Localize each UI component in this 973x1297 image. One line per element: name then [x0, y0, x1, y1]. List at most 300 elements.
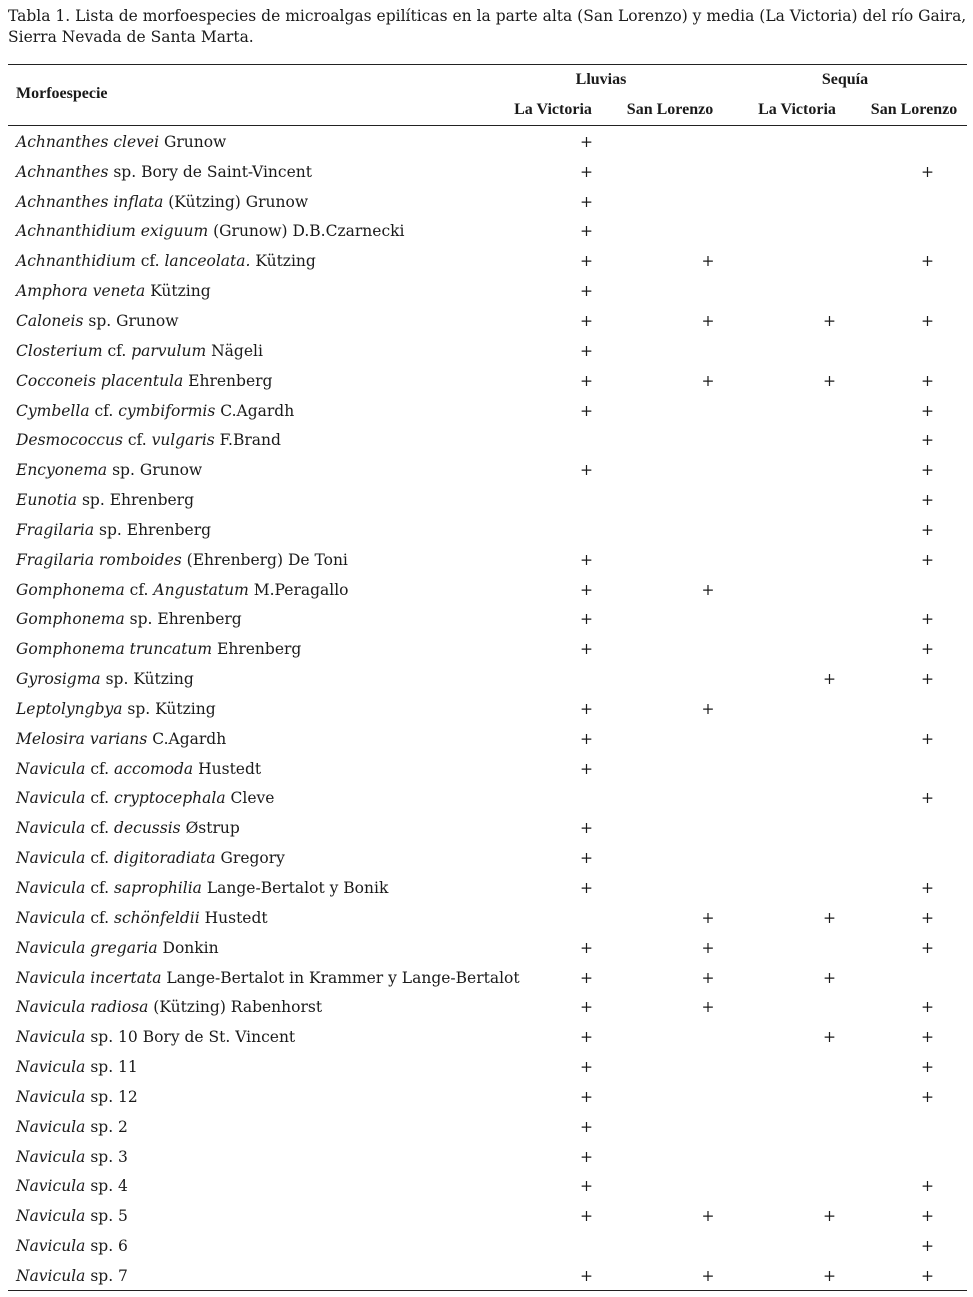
species-author: Nägeli: [206, 341, 263, 360]
presence-mark: [771, 933, 888, 963]
presence-mark: +: [580, 132, 593, 151]
species-epithet: accomoda: [114, 759, 194, 778]
species-name-cell: [8, 1082, 528, 1112]
presence-mark: [888, 336, 967, 366]
species-name-cell: [8, 813, 528, 843]
presence-mark: +: [921, 1058, 934, 1077]
table-row: [8, 724, 967, 754]
presence-mark: [645, 813, 771, 843]
species-genus: Navicula: [16, 1237, 86, 1256]
species-genus: Cocconeis placentula: [16, 371, 184, 390]
table-row: [8, 873, 967, 903]
species-cf: cf.: [102, 341, 132, 360]
presence-mark: [645, 1052, 771, 1082]
species-author: sp. 6: [85, 1237, 128, 1256]
presence-mark: [771, 754, 888, 784]
species-epithet: decussis: [114, 819, 181, 838]
presence-mark: +: [921, 461, 934, 480]
presence-mark: +: [921, 431, 934, 450]
presence-mark: +: [580, 550, 593, 569]
presence-mark: [771, 694, 888, 724]
species-name-cell: [8, 1022, 528, 1052]
header-sequia-la-victoria: La Victoria: [758, 101, 836, 118]
species-epithet: vulgaris: [151, 431, 215, 450]
species-author: Hustedt: [199, 908, 268, 927]
species-name-cell: [8, 485, 528, 515]
species-author: (Grunow) D.B.Czarnecki: [208, 222, 405, 241]
presence-mark: +: [580, 610, 593, 629]
presence-mark: +: [701, 371, 715, 390]
presence-mark: +: [921, 789, 934, 808]
presence-mark: [771, 336, 888, 366]
species-genus: Leptolyngbya: [16, 699, 123, 718]
species-name-cell: [8, 1172, 528, 1202]
species-name-cell: [8, 455, 528, 485]
table-row: [8, 933, 967, 963]
species-genus: Achnanthes inflata: [16, 192, 164, 211]
table-row: [8, 187, 967, 217]
species-genus: Achnanthes: [16, 162, 109, 181]
presence-mark: [771, 1082, 888, 1112]
table-row: [8, 754, 967, 784]
table-row: [8, 992, 967, 1022]
presence-mark: +: [580, 580, 593, 599]
species-genus: Achnanthes clevei: [16, 132, 160, 151]
presence-mark: +: [921, 1266, 934, 1285]
species-author: C.Agardh: [215, 401, 295, 420]
species-author: Kützing: [250, 252, 316, 271]
species-genus: Navicula incertata: [16, 968, 162, 987]
presence-mark: [771, 276, 888, 306]
species-cf: cf.: [85, 759, 115, 778]
presence-mark: [528, 903, 645, 933]
species-name-cell: [8, 396, 528, 426]
presence-mark: +: [921, 1237, 934, 1256]
table-header-rule: [8, 125, 967, 126]
species-name-cell: [8, 1052, 528, 1082]
species-author: Lange-Bertalot in Krammer y Lange-Bertalot: [161, 968, 520, 987]
species-author: sp. Kützing: [122, 699, 216, 718]
species-name-cell: [8, 545, 528, 575]
species-name-cell: [8, 217, 528, 247]
presence-mark: +: [921, 371, 934, 390]
presence-mark: +: [921, 640, 934, 659]
species-genus: Achnanthidium: [16, 252, 136, 271]
species-epithet: lanceolata.: [164, 252, 251, 271]
species-author: C.Agardh: [147, 729, 227, 748]
presence-mark: +: [921, 311, 934, 330]
presence-mark: +: [921, 610, 934, 629]
species-epithet: Angustatum: [153, 580, 249, 599]
presence-mark: +: [580, 879, 593, 898]
table-row: [8, 545, 967, 575]
species-cf: cf.: [135, 252, 165, 271]
presence-mark: +: [921, 162, 934, 181]
species-genus: Navicula: [16, 1266, 86, 1285]
species-cf: cf.: [85, 879, 115, 898]
table-row: [8, 664, 967, 694]
presence-mark: +: [580, 311, 593, 330]
presence-mark: [645, 1112, 771, 1142]
table-row: [8, 1231, 967, 1261]
presence-mark: +: [921, 1028, 934, 1047]
presence-mark: [888, 963, 967, 993]
species-author: (Ehrenberg) De Toni: [181, 550, 348, 569]
species-name-cell: [8, 873, 528, 903]
presence-mark: [771, 843, 888, 873]
species-author: sp. 5: [85, 1207, 128, 1226]
species-name-cell: [8, 634, 528, 664]
presence-mark: +: [823, 1266, 836, 1285]
header-lluvias-san-lorenzo: San Lorenzo: [626, 101, 714, 118]
species-author: M.Peragallo: [248, 580, 349, 599]
species-name-cell: [8, 694, 528, 724]
presence-mark: [528, 425, 645, 455]
presence-mark: [645, 664, 771, 694]
presence-mark: +: [701, 580, 715, 599]
species-author: Ehrenberg: [212, 640, 302, 659]
presence-mark: +: [701, 1266, 715, 1285]
presence-mark: [645, 1172, 771, 1202]
species-epithet: parvulum: [131, 341, 207, 360]
species-genus: Gyrosigma: [16, 670, 101, 689]
species-genus: Navicula: [16, 1177, 86, 1196]
species-author: sp. Grunow: [107, 461, 203, 480]
species-genus: Desmococcus: [16, 431, 123, 450]
species-author: Grunow: [159, 132, 227, 151]
species-name-cell: [8, 276, 528, 306]
presence-mark: [771, 605, 888, 635]
presence-mark: [888, 1112, 967, 1142]
presence-mark: +: [823, 311, 836, 330]
species-author: sp. 12: [85, 1087, 138, 1106]
table-row: [8, 515, 967, 545]
presence-mark: [645, 784, 771, 814]
species-author: Donkin: [157, 938, 219, 957]
presence-mark: +: [580, 1028, 593, 1047]
species-genus: Melosira varians: [16, 729, 148, 748]
presence-mark: [771, 246, 888, 276]
presence-mark: [645, 217, 771, 247]
species-author: sp. 11: [85, 1058, 138, 1077]
presence-mark: +: [580, 162, 593, 181]
table-row: [8, 485, 967, 515]
presence-mark: +: [823, 968, 836, 987]
presence-mark: +: [580, 1207, 593, 1226]
presence-mark: +: [580, 1177, 593, 1196]
species-genus: Amphora veneta: [16, 282, 146, 301]
species-cf: cf.: [122, 431, 152, 450]
species-epithet: schönfeldii: [114, 908, 200, 927]
table-top-rule: [8, 64, 967, 65]
presence-mark: [888, 276, 967, 306]
presence-mark: [888, 127, 967, 157]
table-row: [8, 336, 967, 366]
presence-mark: +: [701, 699, 715, 718]
presence-mark: +: [580, 1087, 593, 1106]
species-name-cell: [8, 187, 528, 217]
presence-mark: [771, 1052, 888, 1082]
presence-mark: +: [823, 1207, 836, 1226]
table-row: [8, 1142, 967, 1172]
presence-mark: [645, 157, 771, 187]
presence-mark: +: [921, 879, 934, 898]
species-genus: Navicula: [16, 819, 86, 838]
table-row: [8, 127, 967, 157]
species-genus: Gomphonema: [16, 580, 125, 599]
presence-mark: +: [701, 998, 715, 1017]
species-author: sp. 3: [85, 1147, 128, 1166]
species-genus: Encyonema: [16, 461, 108, 480]
presence-mark: +: [823, 670, 836, 689]
presence-mark: +: [921, 1177, 934, 1196]
presence-mark: +: [921, 908, 934, 927]
species-name-cell: [8, 425, 528, 455]
presence-mark: +: [823, 1028, 836, 1047]
presence-mark: +: [580, 938, 593, 957]
species-author: sp. Bory de Saint-Vincent: [108, 162, 312, 181]
species-cf: cf.: [89, 401, 119, 420]
presence-mark: [771, 992, 888, 1022]
presence-mark: [771, 455, 888, 485]
presence-mark: +: [701, 908, 715, 927]
species-name-cell: [8, 1201, 528, 1231]
presence-mark: +: [921, 729, 934, 748]
presence-mark: [888, 843, 967, 873]
species-genus: Fragilaria romboides: [16, 550, 182, 569]
species-name-cell: [8, 575, 528, 605]
presence-mark: [645, 187, 771, 217]
species-genus: Caloneis: [16, 311, 84, 330]
species-cf: cf.: [85, 908, 115, 927]
species-name-cell: [8, 933, 528, 963]
presence-mark: [888, 754, 967, 784]
presence-mark: [771, 485, 888, 515]
table-row: [8, 963, 967, 993]
presence-mark: +: [921, 401, 934, 420]
species-author: sp. Ehrenberg: [124, 610, 242, 629]
species-cf: cf.: [85, 849, 115, 868]
species-table: [8, 127, 967, 1291]
species-genus: Navicula: [16, 789, 86, 808]
presence-mark: [888, 1142, 967, 1172]
presence-mark: [645, 605, 771, 635]
presence-mark: +: [580, 998, 593, 1017]
species-author: F.Brand: [214, 431, 281, 450]
species-table-body: [8, 127, 967, 1291]
presence-mark: [771, 1231, 888, 1261]
species-cf: cf.: [124, 580, 154, 599]
table-row: [8, 366, 967, 396]
presence-mark: +: [580, 401, 593, 420]
species-name-cell: [8, 1261, 528, 1291]
presence-mark: [645, 276, 771, 306]
species-author: sp. 4: [85, 1177, 128, 1196]
species-genus: Navicula: [16, 1147, 86, 1166]
presence-mark: [528, 784, 645, 814]
presence-mark: +: [580, 192, 593, 211]
presence-mark: +: [701, 311, 715, 330]
species-name-cell: [8, 784, 528, 814]
presence-mark: +: [921, 1207, 934, 1226]
table-bottom-rule: [8, 1290, 967, 1291]
presence-mark: +: [580, 282, 593, 301]
presence-mark: [771, 724, 888, 754]
presence-mark: [771, 1172, 888, 1202]
presence-mark: [528, 1231, 645, 1261]
species-name-cell: [8, 605, 528, 635]
presence-mark: [645, 634, 771, 664]
table-row: [8, 1052, 967, 1082]
presence-mark: [645, 843, 771, 873]
presence-mark: [645, 515, 771, 545]
species-name-cell: [8, 515, 528, 545]
species-name-cell: [8, 1112, 528, 1142]
presence-mark: [645, 724, 771, 754]
presence-mark: +: [701, 968, 715, 987]
species-cf: cf.: [85, 819, 115, 838]
table-row: [8, 157, 967, 187]
presence-mark: [645, 127, 771, 157]
presence-mark: +: [580, 729, 593, 748]
table-row: [8, 634, 967, 664]
presence-mark: [771, 1142, 888, 1172]
species-genus: Navicula: [16, 849, 86, 868]
species-epithet: digitoradiata: [114, 849, 216, 868]
species-author: Gregory: [215, 849, 285, 868]
presence-mark: [645, 873, 771, 903]
header-group-sequia: Sequía: [821, 71, 869, 88]
table-row: [8, 605, 967, 635]
table-row: [8, 1022, 967, 1052]
presence-mark: [645, 396, 771, 426]
table-row: [8, 903, 967, 933]
presence-mark: +: [823, 908, 836, 927]
presence-mark: [528, 485, 645, 515]
presence-mark: [645, 1082, 771, 1112]
presence-mark: +: [921, 1087, 934, 1106]
presence-mark: +: [580, 640, 593, 659]
species-name-cell: [8, 843, 528, 873]
presence-mark: +: [580, 819, 593, 838]
species-genus: Navicula: [16, 879, 86, 898]
species-epithet: saprophilia: [114, 879, 202, 898]
species-author: (Kützing) Grunow: [163, 192, 309, 211]
presence-mark: [888, 217, 967, 247]
presence-mark: +: [921, 550, 934, 569]
presence-mark: +: [580, 968, 593, 987]
presence-mark: +: [921, 520, 934, 539]
species-name-cell: [8, 1231, 528, 1261]
species-author: sp. 7: [85, 1266, 128, 1285]
presence-mark: [888, 813, 967, 843]
species-genus: Fragilaria: [16, 520, 95, 539]
species-author: sp. Ehrenberg: [77, 491, 194, 510]
species-name-cell: [8, 754, 528, 784]
species-genus: Navicula: [16, 1207, 86, 1226]
presence-mark: [645, 754, 771, 784]
presence-mark: +: [921, 998, 934, 1017]
presence-mark: +: [921, 252, 934, 271]
presence-mark: +: [921, 938, 934, 957]
presence-mark: [771, 425, 888, 455]
presence-mark: [645, 1022, 771, 1052]
presence-mark: [528, 664, 645, 694]
presence-mark: [645, 545, 771, 575]
presence-mark: [771, 575, 888, 605]
species-name-cell: [8, 246, 528, 276]
presence-mark: +: [580, 759, 593, 778]
table-row: [8, 843, 967, 873]
presence-mark: [771, 515, 888, 545]
table-row: [8, 425, 967, 455]
presence-mark: +: [580, 461, 593, 480]
presence-mark: [528, 515, 645, 545]
species-name-cell: [8, 724, 528, 754]
species-genus: Achnanthidium exiguum: [16, 222, 209, 241]
header-group-lluvias: Lluvias: [575, 71, 627, 88]
table-row: [8, 813, 967, 843]
table-row: [8, 455, 967, 485]
table-row: [8, 784, 967, 814]
species-genus: Navicula: [16, 1087, 86, 1106]
presence-mark: +: [823, 371, 836, 390]
species-author: sp. Grunow: [83, 311, 179, 330]
species-author: Hustedt: [193, 759, 262, 778]
species-epithet: cymbiformis: [118, 401, 216, 420]
table-row: [8, 1201, 967, 1231]
table-row: [8, 306, 967, 336]
presence-mark: [645, 336, 771, 366]
presence-mark: +: [580, 849, 593, 868]
presence-mark: [771, 157, 888, 187]
species-name-cell: [8, 1142, 528, 1172]
species-genus: Eunotia: [16, 491, 78, 510]
table-row: [8, 1082, 967, 1112]
table-row: [8, 1172, 967, 1202]
species-cf: cf.: [85, 789, 115, 808]
presence-mark: +: [580, 371, 593, 390]
presence-mark: +: [580, 252, 593, 271]
presence-mark: [771, 873, 888, 903]
table-row: [8, 1112, 967, 1142]
presence-mark: +: [921, 670, 934, 689]
presence-mark: [645, 425, 771, 455]
header-lluvias-la-victoria: La Victoria: [514, 101, 592, 118]
presence-mark: [771, 545, 888, 575]
header-sequia-san-lorenzo: San Lorenzo: [870, 101, 958, 118]
species-name-cell: [8, 664, 528, 694]
presence-mark: [645, 1142, 771, 1172]
presence-mark: +: [580, 222, 593, 241]
species-genus: Navicula radiosa: [16, 998, 149, 1017]
table-row: [8, 396, 967, 426]
species-genus: Navicula: [16, 759, 86, 778]
presence-mark: [888, 187, 967, 217]
species-genus: Cymbella: [16, 401, 90, 420]
presence-mark: +: [580, 1147, 593, 1166]
presence-mark: [888, 694, 967, 724]
species-author: Kützing: [145, 282, 211, 301]
species-genus: Navicula: [16, 1117, 86, 1136]
species-author: sp. 2: [85, 1117, 128, 1136]
species-epithet: cryptocephala: [114, 789, 226, 808]
presence-mark: +: [580, 341, 593, 360]
species-genus: Navicula: [16, 908, 86, 927]
table-row: [8, 217, 967, 247]
species-name-cell: [8, 963, 528, 993]
species-author: Lange-Bertalot y Bonik: [201, 879, 389, 898]
